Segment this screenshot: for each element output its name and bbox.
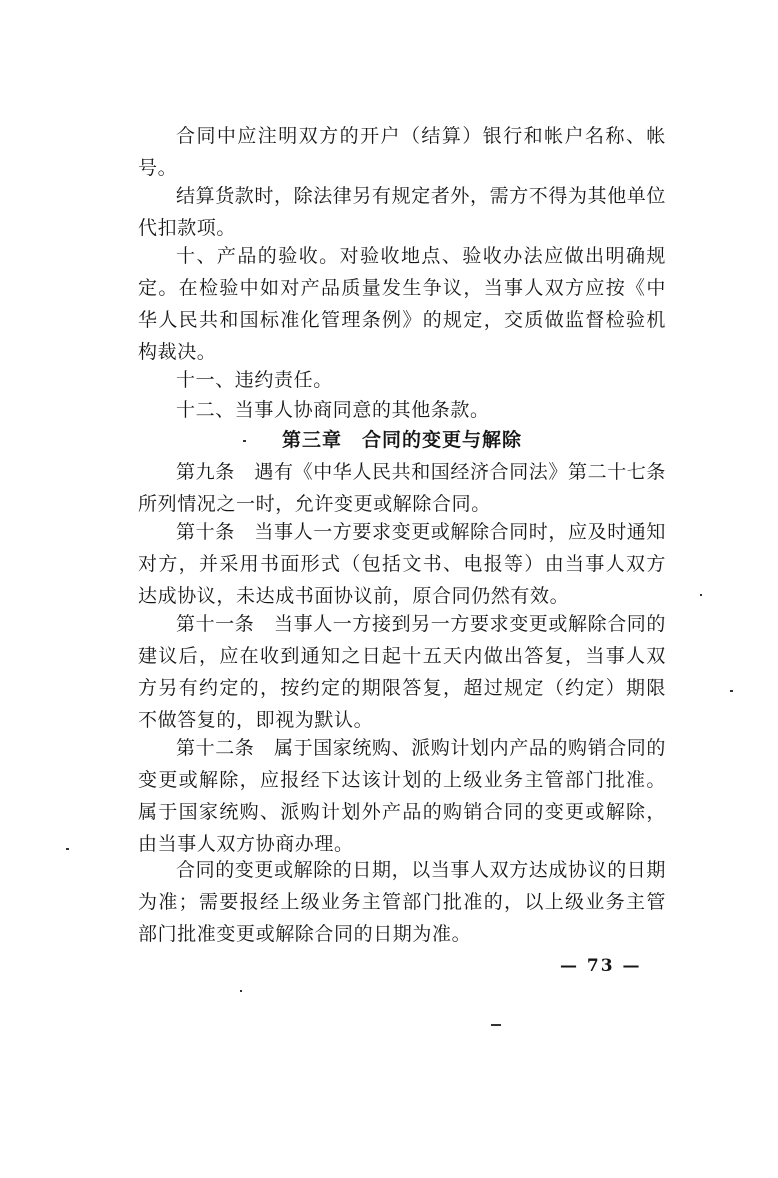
article-12: 第十二条 属于国家统购、派购计划内产品的购销合同的变更或解除，应报经下达该计划的上级业务主管部门批准。属于国家统购、派购计划外产品的购销合同的变更或解除，由当事人双方协商办理。 [138, 737, 667, 855]
article-9: 第九条 遇有《中华人民共和国经济合同法》第二十七条所列情况之一时，允许变更或解除合同。 [138, 461, 667, 515]
scan-speck [700, 594, 702, 596]
paragraph-bank-account: 合同中应注明双方的开户（结算）银行和帐户名称、帐号。 [138, 125, 666, 179]
scan-speck [243, 440, 246, 442]
paragraph-liability: 十一、违约责任。 [176, 369, 333, 391]
article-11: 第十一条 当事人一方接到另一方要求变更或解除合同的建议后，应在收到通知之日起十五天内做出答复，当事人双方另有约定的，按约定的期限答复，超过规定（约定）期限不做答复的，即视为默认。 [138, 613, 667, 731]
article-10: 第十条 当事人一方要求变更或解除合同时，应及时通知对方，并采用书面形式（包括文书、电报等）由当事人双方达成协议，未达成书面协议前，原合同仍然有效。 [138, 521, 667, 607]
chapter-heading: 第三章 合同的变更与解除 [281, 429, 522, 451]
scan-speck [240, 990, 242, 992]
scan-speck [491, 1024, 501, 1026]
paragraph-other-terms: 十二、当事人协商同意的其他条款。 [176, 399, 490, 421]
paragraph-change-date: 合同的变更或解除的日期，以当事人双方达成协议的日期为准；需要报经上级业务主管部门批准的，以上级业务主管部门批准变更或解除合同的日期为准。 [138, 859, 667, 945]
scan-speck [66, 848, 69, 850]
scan-speck [730, 690, 733, 692]
paragraph-settlement: 结算货款时，除法律另有规定者外，需方不得为其他单位代扣款项。 [138, 185, 667, 239]
page-number: — 73 — [560, 956, 642, 976]
paragraph-inspection: 十、产品的验收。对验收地点、验收办法应做出明确规定。在检验中如对产品质量发生争议，当事人双方应按《中华人民共和国标准化管理条例》的规定，交质做监督检验机构裁决。 [138, 245, 666, 363]
